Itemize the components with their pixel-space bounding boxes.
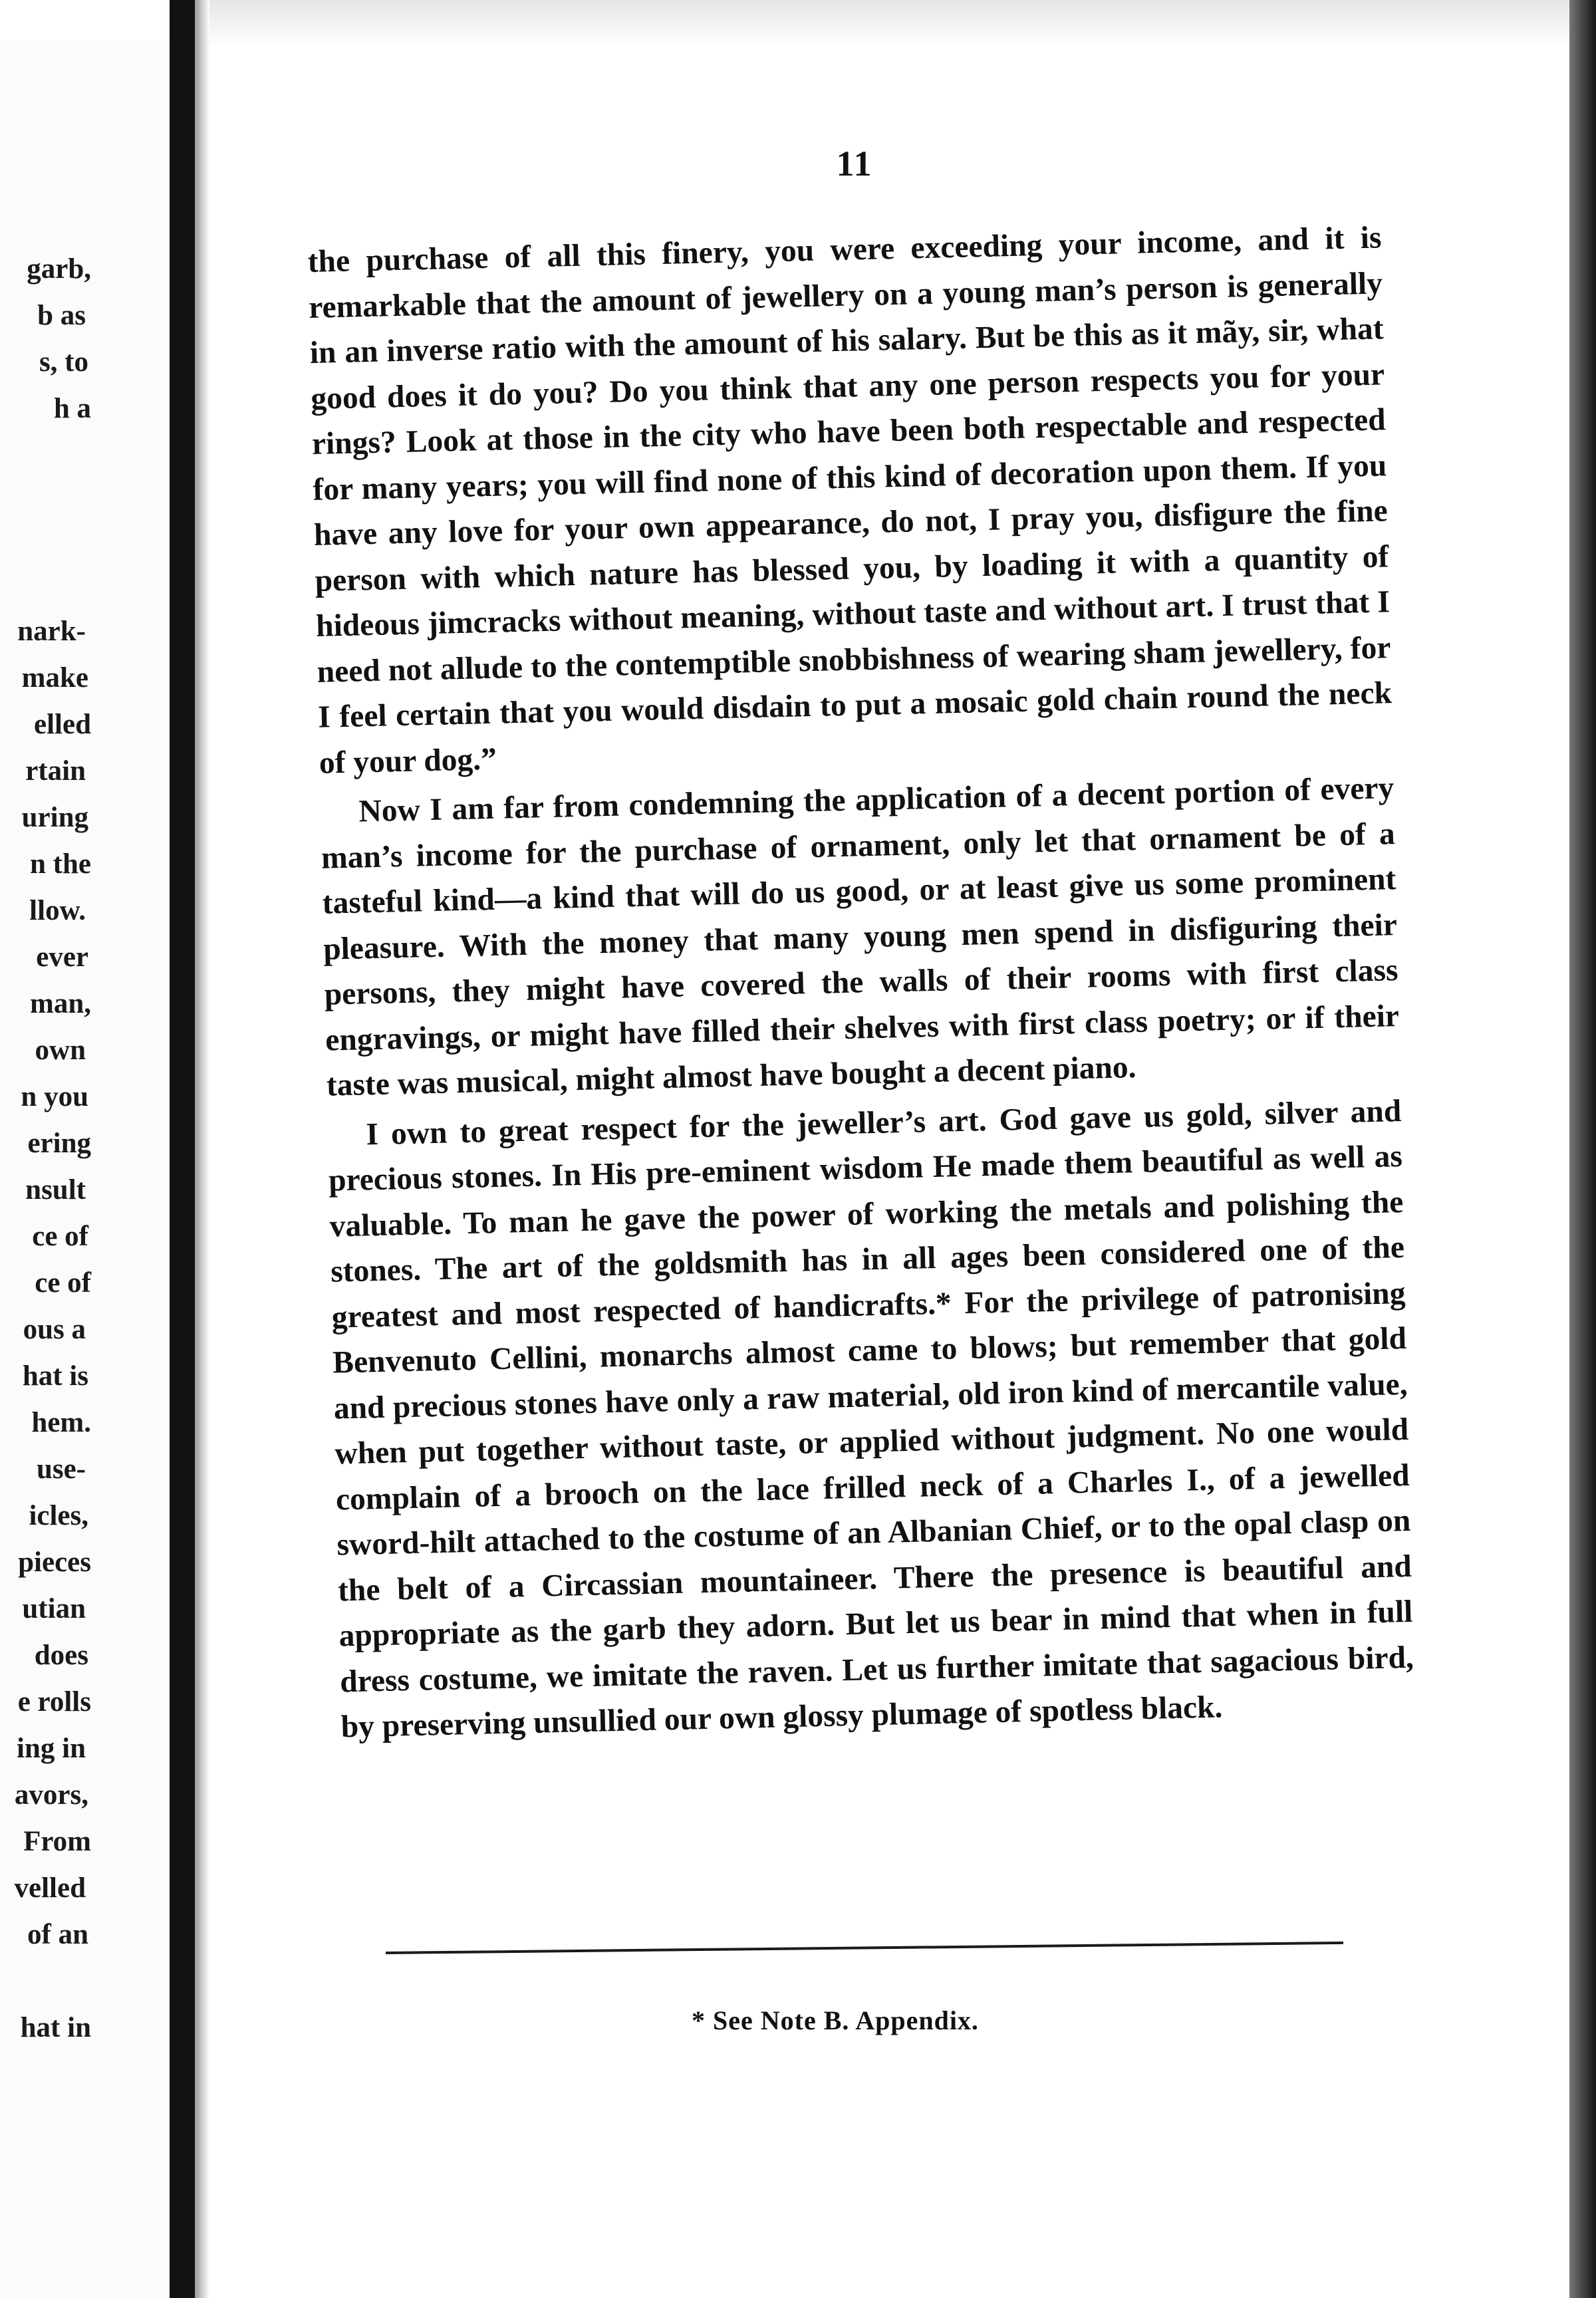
- left-page-fragment: icles,: [29, 1500, 88, 1531]
- left-page-fragment: garb,: [27, 253, 91, 285]
- page-right-edge: [1569, 0, 1596, 2298]
- gutter-shadow: [195, 0, 209, 2298]
- paragraph-3: I own to great respect for the jeweller’s art. God gave us gold, silver and precious stones. In His pre-eminent wisdom He made them beautiful as well as valuable. To man he gave the power of working the metals and polishing the stones. The art of the goldsmith has in all ages been considered one of the greatest and most respected of handicrafts.* For the privilege of patronising Benvenuto Cellini, monarchs almost came to blows; but remember that gold and precious stones have only a raw material, old iron kind of mercantile value, when put together without taste, or applied without judgment. No one would complain of a brooch on the lace frilled neck of a Charles I., of a jewelled sword-hilt attached to the costume of an Albanian Chief, or to the opal clasp on the belt of a Circassian mountaineer. There the presence is beautiful and appropriate as the garb they adorn. But let us bear in mind that when in full dress costume, we imitate the raven. Let us further imitate that sagacious bird, by preserving unsullied our own glossy plumage of spotless black.: [328, 1093, 1414, 1745]
- left-page-fragment: ce of: [35, 1267, 91, 1299]
- left-page-fragment: hat is: [22, 1360, 88, 1392]
- left-page-fragment: ering: [27, 1128, 91, 1159]
- left-page-fragment: From: [23, 1826, 91, 1857]
- footnote-rule: [386, 1942, 1343, 1954]
- left-page-fragment: n you: [21, 1081, 88, 1112]
- left-page-fragment: ce of: [32, 1221, 88, 1252]
- left-page-fragment: make: [21, 662, 88, 694]
- left-page-fragment: ous a: [23, 1314, 86, 1345]
- left-page-fragment: velled: [14, 1872, 86, 1904]
- paragraph-2: Now I am far from condemning the application of a decent portion of every man’s income for the purchase of ornament, only let that ornament be of a tasteful kind—a kind that will do us good, or at least give us some prominent pleasure. With the money that many young men spend in disfiguring their persons, they might have covered the walls of their rooms with first class engravings, or might have filled their shelves with first class poetry; or if their taste was musical, might almost have bought a decent piano.: [321, 771, 1400, 1103]
- left-page-fragment: b as: [37, 300, 86, 331]
- left-page-fragment: nsult: [25, 1174, 86, 1206]
- left-page-fragment: llow.: [29, 895, 86, 926]
- left-page-fragment: e rolls: [17, 1686, 91, 1718]
- page-number: 11: [836, 144, 873, 184]
- body-text: [307, 215, 1415, 1750]
- left-page-fragment: man,: [30, 988, 91, 1019]
- left-page-fragment: nark-: [17, 616, 86, 647]
- left-page-fragment: own: [35, 1035, 86, 1066]
- left-facing-page: [0, 40, 170, 2298]
- page-top-edge: [195, 0, 1569, 48]
- left-page-fragment: elled: [34, 709, 91, 740]
- left-page-fragment: pieces: [18, 1547, 91, 1578]
- left-page-fragment: n the: [30, 848, 91, 880]
- left-page-fragment: hat in: [20, 2012, 91, 2043]
- left-page-fragment: does: [34, 1640, 88, 1671]
- footnote: * See Note B. Appendix.: [692, 2005, 979, 2035]
- left-page-fragment: ing in: [17, 1733, 86, 1764]
- left-page-fragment: hem.: [31, 1407, 91, 1438]
- book-gutter: [170, 0, 195, 2298]
- left-page-fragment: ever: [36, 942, 88, 973]
- paragraph-1: the purchase of all this finery, you were exceeding your income, and it is remarkable that the amount of jewellery on a young man’s person is generally in an inverse ratio with the amount of his salary. But be this as it mãy, sir, what good does it do you? Do you think that any one person respects you for your rings? Look at those in the city who have been both respectable and respected for many years; you will find none of this kind of decoration upon them. If you have any love for your own appearance, do not, I pray you, disfigure the fine person with which nature has blessed you, by loading it with a quantity of hideous jimcracks without meaning, without taste and without art. I trust that I need not allude to the contemptible snobbishness of wearing sham jewellery, for I feel certain that you would disdain to put a mosaic gold chain round the neck of your dog.”: [307, 220, 1393, 781]
- left-page-fragment: s, to: [39, 346, 88, 378]
- left-page-fragment: h a: [53, 393, 91, 424]
- left-page-fragment: uring: [21, 802, 88, 833]
- left-page-fragment: use-: [36, 1454, 86, 1485]
- left-page-fragment: utian: [22, 1593, 86, 1624]
- left-page-fragment: avors,: [14, 1779, 88, 1811]
- left-page-fragment: of an: [27, 1919, 88, 1950]
- left-page-fragment: rtain: [25, 755, 86, 787]
